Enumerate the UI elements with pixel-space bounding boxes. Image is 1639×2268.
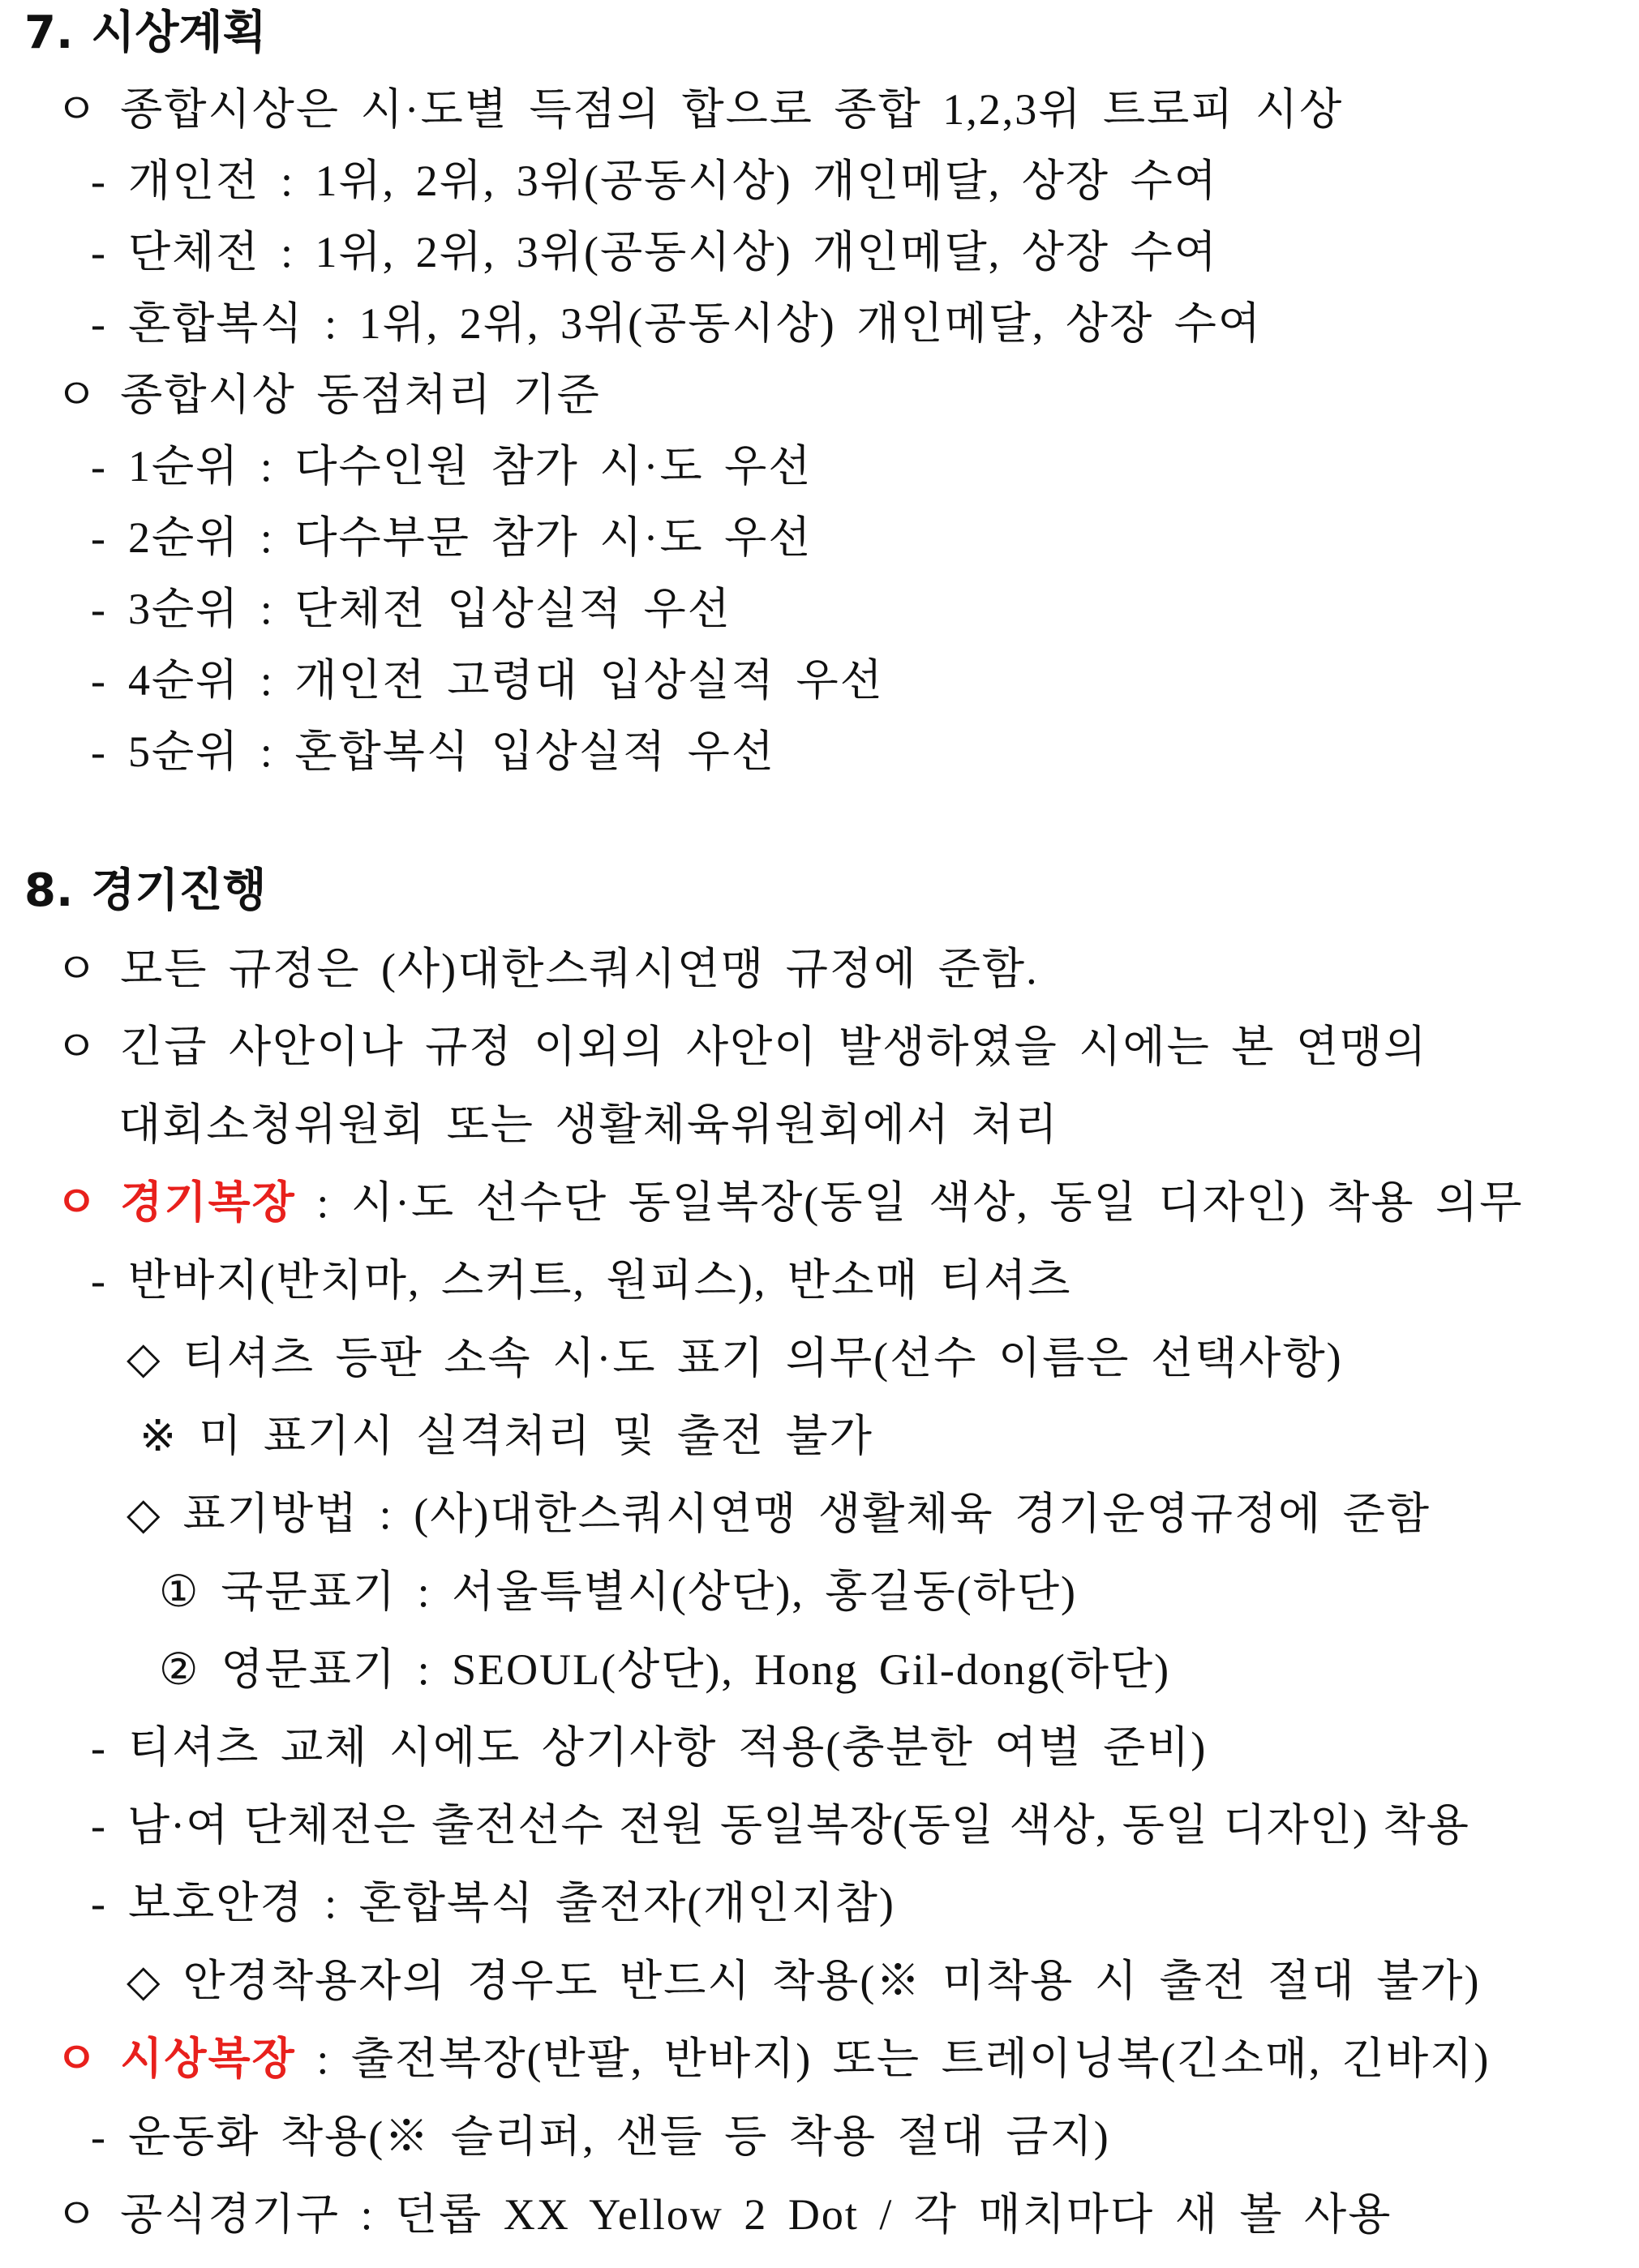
s8-line-7-text: 미 표기시 실격처리 및 출전 불가 — [199, 1412, 873, 1460]
circle-bullet: ㅇ — [55, 2034, 100, 2083]
circle-bullet: ㅇ — [55, 945, 100, 993]
s7-line-1 — [55, 81, 1343, 138]
award-dress-label: 시상복장 — [120, 2034, 296, 2083]
s7-line-5 — [55, 367, 601, 423]
s7-line-3 — [91, 224, 1218, 281]
s8-line-9-text: 국문표기 : 서울특별시(상단), 홍길동(하단) — [221, 1567, 1077, 1616]
s7-line-3-text: 단체전 : 1위, 2위, 3위(공동시상) 개인메달, 상장 수여 — [127, 228, 1218, 277]
circle-bullet: ㅇ — [55, 371, 100, 419]
s7-line-9 — [91, 652, 884, 709]
s8-line-16-text: 운동화 착용(※ 슬리퍼, 샌들 등 착용 절대 금지) — [127, 2112, 1110, 2161]
s8-line-3 — [118, 1096, 1059, 1153]
section-8-title: 경기진행 — [91, 864, 267, 917]
dash-bullet: - — [91, 727, 107, 776]
s8-line-5 — [91, 1252, 1071, 1309]
circle-bullet: ㅇ — [55, 85, 100, 134]
s8-line-1-text: 모든 규정은 (사)대한스쿼시연맹 규정에 준함. — [120, 945, 1039, 993]
dash-bullet: - — [91, 1879, 107, 1927]
reference-mark: ※ — [139, 1412, 178, 1460]
s7-line-9-text: 4순위 : 개인전 고령대 입상실적 우선 — [127, 656, 884, 705]
s8-line-6 — [127, 1330, 1343, 1387]
dash-bullet: - — [91, 656, 107, 705]
s7-line-10 — [91, 723, 775, 780]
s8-line-2-text: 긴급 사안이나 규정 이외의 사안이 발생하였을 시에는 본 연맹의 — [120, 1023, 1428, 1071]
circle-bullet: ㅇ — [55, 1023, 100, 1071]
s7-line-8-text: 3순위 : 단체전 입상실적 우선 — [127, 585, 732, 633]
s8-line-5-text: 반바지(반치마, 스커트, 원피스), 반소매 티셔츠 — [127, 1256, 1072, 1305]
dash-bullet: - — [91, 1801, 106, 1850]
circle-bullet: ㅇ — [55, 2190, 100, 2239]
s7-line-4 — [91, 295, 1262, 352]
s7-line-1-text: 종합시상은 시·도별 득점의 합으로 종합 1,2,3위 트로피 시상 — [120, 85, 1344, 134]
s8-line-8 — [127, 1486, 1431, 1542]
s8-line-4 — [55, 1174, 1523, 1231]
s8-line-17 — [55, 2186, 1392, 2243]
dash-bullet: - — [91, 299, 107, 348]
s8-line-3-text: 대회소청위원회 또는 생활체육위원회에서 처리 — [118, 1100, 1059, 1149]
dash-bullet: - — [91, 1723, 107, 1772]
s7-line-6 — [91, 438, 812, 495]
s8-line-15 — [55, 2030, 1490, 2087]
s7-line-2 — [91, 152, 1218, 209]
s8-line-11 — [91, 1719, 1207, 1776]
s7-line-7 — [91, 509, 812, 566]
s7-line-7-text: 2순위 : 다수부문 참가 시·도 우선 — [127, 513, 813, 562]
dash-bullet: - — [91, 585, 107, 633]
s8-line-17-text: 공식경기구 : 던롭 XX Yellow 2 Dot / 각 매치마다 새 볼 사용 — [120, 2190, 1392, 2239]
s7-line-5-text: 종합시상 동점처리 기준 — [120, 371, 601, 419]
circle-bullet: ㅇ — [55, 1178, 100, 1227]
dash-bullet: - — [91, 442, 107, 491]
s8-line-6-text: 티셔츠 등판 소속 시·도 표기 의무(선수 이름은 선택사항) — [182, 1334, 1343, 1383]
s8-line-16 — [91, 2108, 1110, 2165]
s8-line-15-text: : 출전복장(반팔, 반바지) 또는 트레이닝복(긴소매, 긴바지) — [295, 2034, 1491, 2083]
s7-line-4-text: 혼합복식 : 1위, 2위, 3위(공동시상) 개인메달, 상장 수여 — [127, 299, 1263, 348]
s8-line-14-text: 안경착용자의 경우도 반드시 착용(※ 미착용 시 출전 절대 불가) — [182, 1957, 1481, 2005]
dash-bullet: - — [91, 1256, 107, 1305]
diamond-bullet: ◇ — [127, 1957, 162, 2005]
section-8-number: 8. — [24, 864, 74, 917]
s7-line-6-text: 1순위 : 다수인원 참가 시·도 우선 — [127, 442, 813, 491]
dash-bullet: - — [91, 228, 107, 277]
section-7-title: 시상계획 — [91, 6, 267, 59]
s7-line-10-text: 5순위 : 혼합복식 입상실적 우선 — [127, 727, 775, 776]
s8-line-4-text: : 시·도 선수단 동일복장(동일 색상, 동일 디자인) 착용 의무 — [295, 1178, 1524, 1227]
s8-line-2 — [55, 1018, 1427, 1075]
section-8-heading — [24, 863, 267, 920]
s8-line-7 — [139, 1408, 873, 1464]
s8-line-1 — [55, 941, 1039, 997]
dash-bullet: - — [91, 513, 107, 562]
s8-line-13 — [91, 1875, 895, 1931]
s8-line-11-text: 티셔츠 교체 시에도 상기사항 적용(충분한 여벌 준비) — [127, 1723, 1208, 1772]
s7-line-2-text: 개인전 : 1위, 2위, 3위(공동시상) 개인메달, 상장 수여 — [127, 156, 1218, 205]
s8-line-8-text: 표기방법 : (사)대한스쿼시연맹 생활체육 경기운영규정에 준함 — [182, 1490, 1431, 1538]
s8-line-12 — [91, 1797, 1470, 1854]
s8-line-12-text: 남·여 단체전은 출전선수 전원 동일복장(동일 색상, 동일 디자인) 착용 — [127, 1801, 1470, 1850]
s8-line-10-text: 영문표기 : SEOUL(상단), Hong Gil-dong(하단) — [221, 1645, 1171, 1694]
s7-line-8 — [91, 581, 732, 637]
s8-line-14 — [127, 1953, 1480, 2009]
s8-line-13-text: 보호안경 : 혼합복식 출전자(개인지참) — [127, 1879, 895, 1927]
diamond-bullet: ◇ — [127, 1334, 162, 1383]
diamond-bullet: ◇ — [127, 1490, 162, 1538]
dash-bullet: - — [91, 2112, 107, 2161]
dress-code-label: 경기복장 — [120, 1178, 296, 1227]
s8-line-10 — [159, 1641, 1170, 1698]
section-7-heading — [24, 5, 267, 62]
dash-bullet: - — [91, 156, 107, 205]
s8-line-9 — [159, 1563, 1077, 1620]
section-7-number: 7. — [24, 6, 74, 59]
circled-number-1: ① — [159, 1567, 200, 1616]
circled-number-2: ② — [159, 1645, 200, 1694]
